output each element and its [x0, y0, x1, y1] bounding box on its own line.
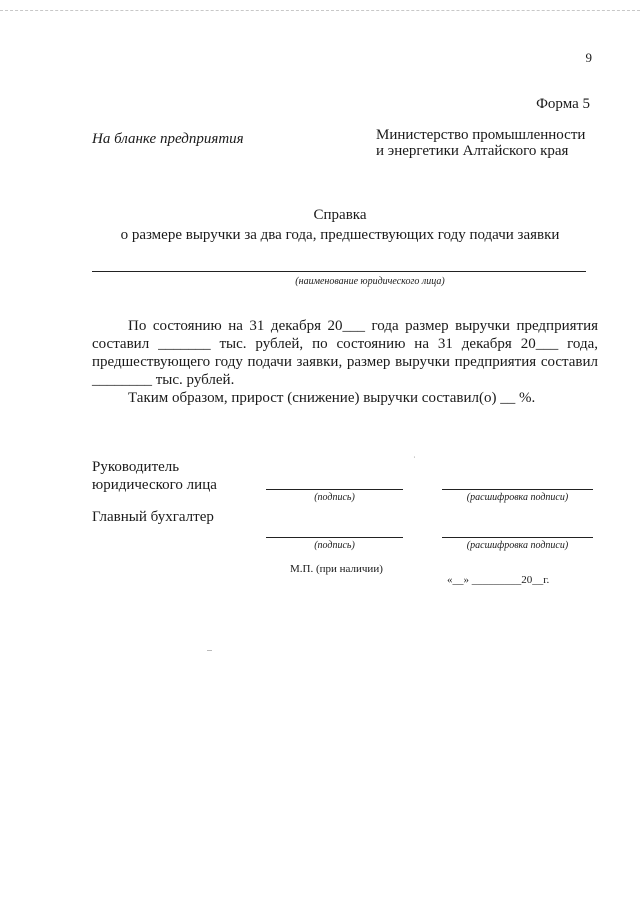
accountant-signature-line	[266, 537, 403, 538]
body-paragraph-2: Таким образом, прирост (снижение) выручки составил(о) __ %.	[128, 390, 536, 406]
head-title-line-1: Руководитель	[92, 459, 180, 475]
head-signature-caption: (подпись)	[314, 492, 355, 503]
head-signature-line	[266, 489, 403, 490]
page-number: 9	[585, 50, 592, 65]
accountant-signature-caption: (подпись)	[314, 540, 355, 551]
body-text	[92, 317, 598, 407]
head-decode-caption: (расшифровка подписи)	[466, 492, 569, 503]
stamp-note: М.П. (при наличии)	[290, 563, 383, 575]
accountant-decode-caption: (расшифровка подписи)	[466, 540, 569, 551]
accountant-decode-line	[442, 537, 593, 538]
entity-name-caption: (наименование юридического лица)	[295, 276, 445, 287]
scan-top-edge	[0, 10, 640, 11]
entity-name-line	[92, 271, 586, 272]
head-title-line-2: юридического лица	[92, 477, 217, 493]
recipient-line-1: Министерство промышленности	[376, 127, 586, 143]
head-title	[92, 458, 217, 494]
scan-speck: ˙	[413, 455, 416, 464]
scan-mark	[207, 650, 212, 651]
form-label: Форма 5	[536, 96, 590, 112]
document-title: Справка	[313, 207, 367, 223]
body-paragraph-1: По состоянию на 31 декабря 20___ года размер выручки предприятия составил _______ тыс. рублей, по состоянию на 31 декабря 20___ года, предшествующего году подачи заявки, размер выручки предприятия составил ________ тыс. рублей.	[92, 318, 598, 388]
date-line: «__» _________20__г.	[447, 574, 550, 586]
letterhead-note: На бланке предприятия	[92, 131, 244, 147]
accountant-title: Главный бухгалтер	[92, 509, 214, 525]
recipient-line-2: и энергетики Алтайского края	[376, 143, 569, 159]
document-subtitle: о размере выручки за два года, предшествующих году подачи заявки	[120, 227, 560, 243]
recipient-block	[376, 127, 585, 159]
head-decode-line	[442, 489, 593, 490]
